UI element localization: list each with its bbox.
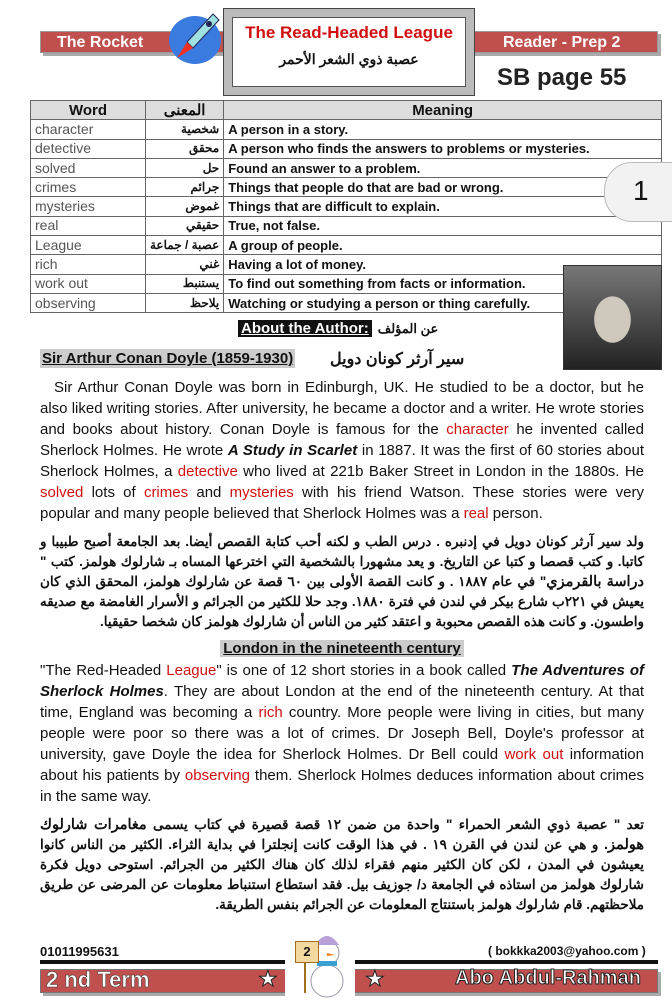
table-row xyxy=(31,139,662,158)
vocab-meaning: True, not false. xyxy=(224,216,662,235)
author-paragraph-arabic xyxy=(40,532,644,632)
page-tab-number: 1 xyxy=(604,162,672,222)
vocab-arabic: حقيقي xyxy=(146,216,224,235)
table-row xyxy=(31,120,662,139)
text-segment: person. xyxy=(488,505,543,522)
text-segment: " is one of 12 short stories in a book called xyxy=(216,662,512,679)
keyword: work out xyxy=(504,746,564,763)
vocab-word: real xyxy=(31,216,146,235)
table-row xyxy=(31,197,662,216)
col-header-word: Word xyxy=(31,101,146,120)
author-paragraph-english xyxy=(40,377,644,524)
keyword: League xyxy=(166,662,217,679)
vocab-meaning: Having a lot of money. xyxy=(224,255,662,274)
text-segment: in 1887. It was the first of 60 stories about Sherlock Holmes, a xyxy=(40,442,644,480)
col-header-meaning: Meaning xyxy=(224,101,662,120)
vocab-arabic: يستنبط xyxy=(146,274,224,293)
vocab-arabic: شخصية xyxy=(146,120,224,139)
london-heading-wrap xyxy=(40,640,644,658)
footer xyxy=(0,915,672,999)
vocab-arabic: محقق xyxy=(146,139,224,158)
about-author-heading xyxy=(238,320,438,337)
vocab-meaning: To find out something from facts or information. xyxy=(224,274,662,293)
emphasis-text: مغامرات شارلوك هولمز. xyxy=(40,817,644,853)
london-paragraph-arabic xyxy=(40,815,644,915)
vocab-word: observing xyxy=(31,293,146,312)
keyword: rich xyxy=(258,704,283,721)
vocab-meaning: Things that are difficult to explain. xyxy=(224,197,662,216)
footer-author: Abo Abdul-Rahman xyxy=(455,967,641,989)
text-segment: information about his patients by xyxy=(40,746,644,784)
vocab-arabic: يلاحظ xyxy=(146,293,224,312)
text-segment: them. Sherlock Holmes deduces information about crimes in the same way. xyxy=(40,767,644,805)
vocab-word: detective xyxy=(31,139,146,158)
table-row xyxy=(31,216,662,235)
emphasis-text: The Adventures of Sherlock Holmes xyxy=(40,662,644,700)
keyword: crimes xyxy=(143,484,189,501)
keyword: character xyxy=(446,421,509,438)
title-english: The Read-Headed League xyxy=(245,23,453,42)
author-portrait xyxy=(563,265,662,370)
vocab-meaning: A person who finds the answers to problems or mysteries. xyxy=(224,139,662,158)
london-heading: London in the nineteenth century xyxy=(220,640,464,657)
text-segment: و هي عن لندن في القرن ١٩ . في هذا الوقت كانت إنجلترا في بداية الثراء. الكثير من الناس كانوا يعيشون في المدن ، لكن كان الكثير منهم فقراء لذلك كان هناك الكثير من الجرائم. استوحى دويل فكرة شارلوك هولمز من استاذه في الجامعة د/ جوزيف بيل. فقد استطاع استنباط معلومات عن المرضى عن طريق ملاحظتهم. قام شارلوك هولمز باستنتاج المعلومات عن الجرائم بنفس الطريقة. xyxy=(40,837,644,912)
star-icon: ★ xyxy=(258,966,278,991)
vocab-meaning: A group of people. xyxy=(224,236,662,255)
star-icon: ★ xyxy=(365,966,385,991)
author-name-arabic: سير آرثر كونان دويل xyxy=(330,351,465,368)
title-box xyxy=(223,8,475,96)
emphasis-text: دراسة بالقرمزي xyxy=(546,574,645,590)
header-left-bar: The Rocket xyxy=(40,31,230,53)
text-segment: and xyxy=(188,484,230,501)
footer-phone: 01011995631 xyxy=(40,944,119,959)
about-heading-arabic: عن المؤلف xyxy=(377,321,439,336)
text-segment: Sir Arthur Conan Doyle was born in Edinburgh, UK. He studied to be a doctor, but he also liked writing stories. After university, he became a doctor and a writer. He wrote stories and books about history. Conan Doyle is famous for the xyxy=(40,379,644,438)
vocab-meaning: Found an answer to a problem. xyxy=(224,158,662,177)
text-segment: country. More people were living in cities, but many people were poor so there was a lot of crimes. Dr Joseph Bell, Doyle's professor at university, gave Doyle the idea for Sherlock Holmes. Dr Bell could xyxy=(40,704,645,763)
text-segment: he invented called Sherlock Holmes. He wrote xyxy=(40,421,644,459)
page-number-sign: 2 xyxy=(295,941,319,963)
vocab-meaning: Watching or studying a person or thing carefully. xyxy=(224,293,662,312)
rocket-icon xyxy=(165,8,225,68)
content-flow xyxy=(0,377,672,915)
footer-email: ( bokkka2003@yahoo.com ) xyxy=(488,944,646,958)
vocab-meaning: A person in a story. xyxy=(224,120,662,139)
vocab-arabic: عصبة / جماعة xyxy=(146,236,224,255)
vocab-word: solved xyxy=(31,158,146,177)
vocab-word: mysteries xyxy=(31,197,146,216)
text-segment: lots of xyxy=(83,484,144,501)
header-right-bar: Reader - Prep 2 xyxy=(472,31,658,53)
vocab-arabic: حل xyxy=(146,158,224,177)
text-segment: " في عام ١٨٨٧ . و كانت القصة الأولى بين ٦٠ قصة عن شارلوك هولمز، المحقق الذي كان يعيش في ٢٢١ب شارع بيكر في لندن في فترة ١٨٨٠. وجد حلا للكثير من الجرائم و الأسرار الغامضة مع صديقه واطسون. و كانت هذه القصص محبوبة و اعتقد كثير من الناس أن شارلوك هولمز كان شخصا حقيقيا. xyxy=(40,574,644,629)
keyword: real xyxy=(463,505,489,522)
vocab-arabic: جرائم xyxy=(146,178,224,197)
keyword: solved xyxy=(40,484,84,501)
vocab-word: work out xyxy=(31,274,146,293)
vocab-word: crimes xyxy=(31,178,146,197)
keyword: detective xyxy=(177,463,238,480)
col-header-arabic: المعنى xyxy=(146,101,224,120)
table-row xyxy=(31,158,662,177)
keyword: mysteries xyxy=(229,484,294,501)
sb-page-label: SB page 55 xyxy=(497,64,627,91)
text-segment: تعد " عصبة ذوي الشعر الحمراء " واحدة من ضمن ١٢ قصة قصيرة في كتاب يسمى xyxy=(146,817,644,832)
vocab-word: character xyxy=(31,120,146,139)
london-paragraph-english xyxy=(40,660,644,807)
text-segment: with his friend Watson. These stories were very popular and many people believed that Sherlock Holmes was a xyxy=(40,484,645,522)
about-heading-english: About the Author: xyxy=(238,320,372,337)
table-row xyxy=(31,178,662,197)
author-name-english: Sir Arthur Conan Doyle (1859-1930) xyxy=(42,350,294,367)
vocab-word: League xyxy=(31,236,146,255)
text-segment: "The Red-Headed xyxy=(40,662,167,679)
text-segment: . They are about London at the end of the nineteenth century. At that time, England was becoming a xyxy=(40,683,644,721)
table-row xyxy=(31,236,662,255)
text-segment: ولد سير آرثر كونان دويل في إدنبره . درس الطب و لكنه أحب كتابة القصص أيضا. بعد الجامعة أصبح طبيبا و كاتبا. و كتب قصصا و كتبا عن التاريخ. و يعد مشهورا بالشخصية التي اخترعها المساه بـ شارلوك هولمز. كتب " xyxy=(40,534,644,569)
vocab-arabic: غموض xyxy=(146,197,224,216)
vocab-word: rich xyxy=(31,255,146,274)
vocab-arabic: غني xyxy=(146,255,224,274)
text-segment: who lived at 221b Baker Street in London in the 1880s. He xyxy=(237,463,644,480)
title-arabic: عصبة ذوي الشعر الأحمر xyxy=(279,51,419,67)
keyword: observing xyxy=(184,767,250,784)
footer-term: 2 nd Term xyxy=(46,967,150,992)
vocab-meaning: Things that people do that are bad or wrong. xyxy=(224,178,662,197)
emphasis-text: A Study in Scarlet xyxy=(227,442,358,459)
